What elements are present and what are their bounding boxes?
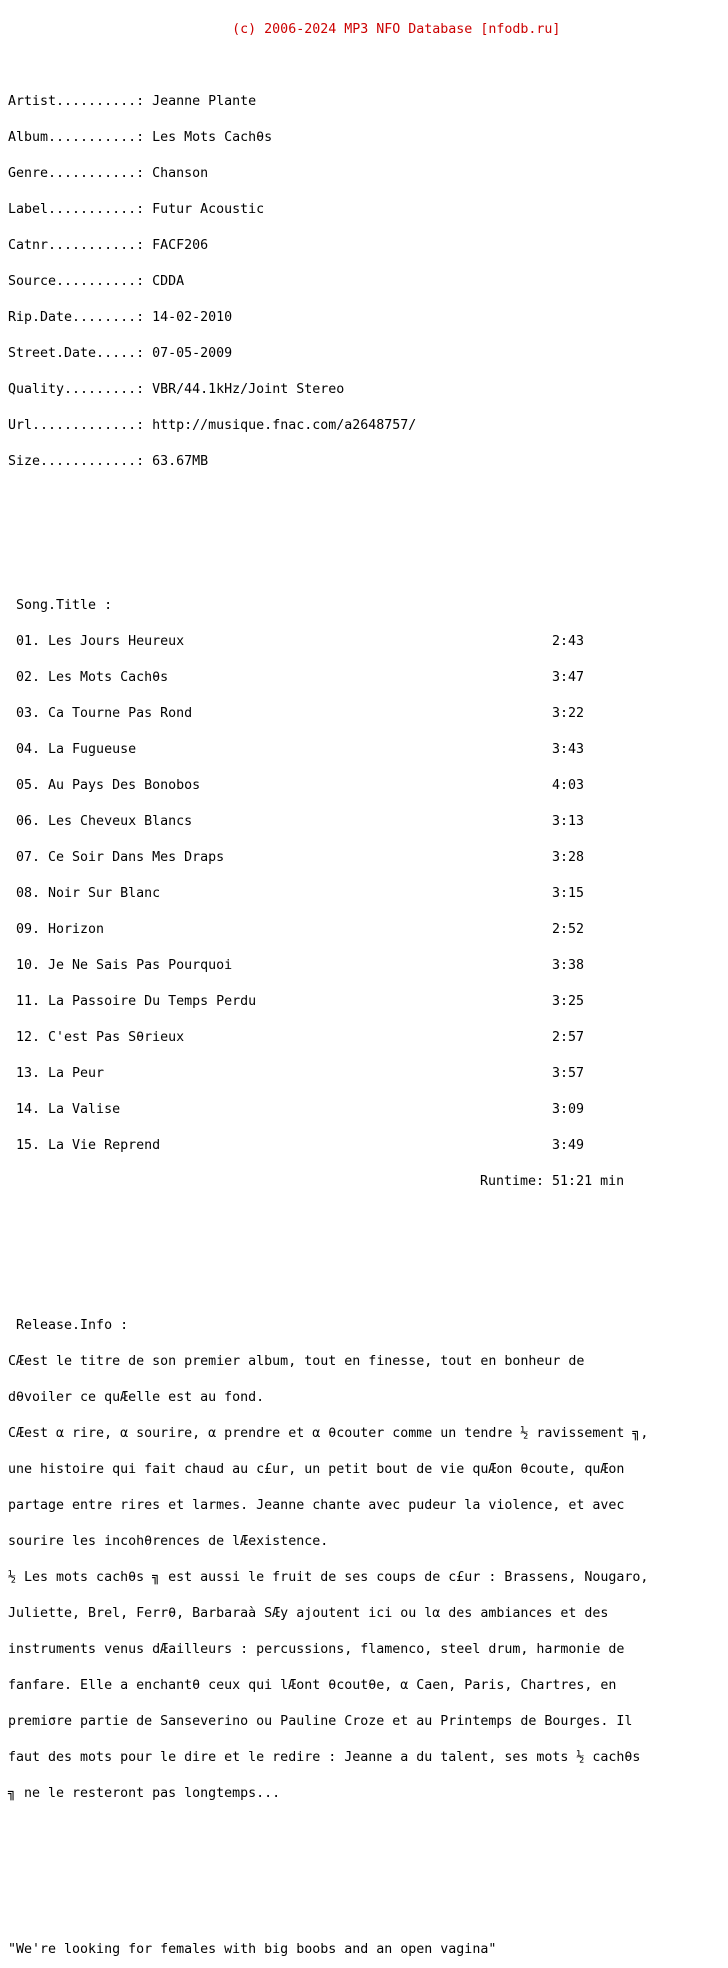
release-line: CÆest le titre de son premier album, tout en finesse, tout en bonheur de <box>8 1354 585 1369</box>
info-key: Genre...........: <box>8 166 145 181</box>
info-key: Catnr...........: <box>8 238 145 253</box>
track-label: 10. Je Ne Sais Pas Pourquoi <box>8 958 233 973</box>
release-line: ╗ ne le resteront pas longtemps... <box>8 1786 281 1801</box>
track-duration: 3:38 <box>552 958 585 973</box>
info-label <box>8 204 648 216</box>
info-url <box>8 420 648 432</box>
track-label: 01. Les Jours Heureux <box>8 634 185 649</box>
track-label: 02. Les Mots Cachθs <box>8 670 169 685</box>
track-duration: 3:49 <box>552 1138 585 1153</box>
info-key: Source..........: <box>8 274 145 289</box>
info-value: CDDA <box>152 274 185 289</box>
track-label: 12. C'est Pas Sθrieux <box>8 1030 185 1045</box>
track-label: 13. La Peur <box>8 1066 105 1081</box>
release-line: dθvoiler ce quÆelle est au fond. <box>8 1390 265 1405</box>
track-label: 08. Noir Sur Blanc <box>8 886 161 901</box>
track-row <box>8 1032 648 1044</box>
footer-quote: "We're looking for females with big boobs and an open vagina" <box>8 1942 497 1957</box>
track-row <box>8 816 648 828</box>
info-key: Album...........: <box>8 130 145 145</box>
info-value: Jeanne Plante <box>152 94 257 109</box>
release-line: CÆest α rire, α sourire, α prendre et α θcouter comme un tendre ½ ravissement ╗, <box>8 1426 649 1441</box>
info-source <box>8 276 648 288</box>
blank-line <box>8 1248 648 1260</box>
track-row <box>8 996 648 1008</box>
track-duration: 3:28 <box>552 850 585 865</box>
track-label: 06. Les Cheveux Blancs <box>8 814 193 829</box>
info-street-date <box>8 348 648 360</box>
track-duration: 3:22 <box>552 706 585 721</box>
release-info-heading: Release.Info : <box>8 1318 129 1333</box>
info-value: 14-02-2010 <box>152 310 233 325</box>
info-value: VBR/44.1kHz/Joint Stereo <box>152 382 345 397</box>
track-row <box>8 708 648 720</box>
track-label: 15. La Vie Reprend <box>8 1138 161 1153</box>
info-key: Label...........: <box>8 202 145 217</box>
track-duration: 3:13 <box>552 814 585 829</box>
track-duration: 2:57 <box>552 1030 585 1045</box>
blank-line <box>8 1860 648 1872</box>
nfo-document <box>8 0 648 1968</box>
info-value: Les Mots Cachθs <box>152 130 273 145</box>
track-row <box>8 1140 648 1152</box>
release-line: sourire les incohθrences de lÆexistence. <box>8 1534 329 1549</box>
info-catnr <box>8 240 648 252</box>
info-value: 07-05-2009 <box>152 346 233 361</box>
track-label: 05. Au Pays Des Bonobos <box>8 778 201 793</box>
info-value: Futur Acoustic <box>152 202 265 217</box>
track-row <box>8 852 648 864</box>
info-quality <box>8 384 648 396</box>
info-value: Chanson <box>152 166 209 181</box>
track-row <box>8 1068 648 1080</box>
runtime-total: Runtime: 51:21 min <box>480 1174 625 1189</box>
release-line: instruments venus dÆailleurs : percussions, flamenco, steel drum, harmonie de <box>8 1642 625 1657</box>
track-duration: 3:57 <box>552 1066 585 1081</box>
info-key: Size............: <box>8 454 145 469</box>
release-line: faut des mots pour le dire et le redire : Jeanne a du talent, ses mots ½ cachθs <box>8 1750 641 1765</box>
track-row <box>8 672 648 684</box>
info-key: Street.Date.....: <box>8 346 145 361</box>
info-key: Url.............: <box>8 418 145 433</box>
track-row <box>8 888 648 900</box>
info-artist <box>8 96 648 108</box>
blank-line <box>8 1896 648 1908</box>
tracklist <box>8 576 648 1212</box>
track-row <box>8 744 648 756</box>
track-duration: 3:09 <box>552 1102 585 1117</box>
track-label: 11. La Passoire Du Temps Perdu <box>8 994 257 1009</box>
track-row <box>8 924 648 936</box>
info-key: Rip.Date........: <box>8 310 145 325</box>
track-duration: 2:43 <box>552 634 585 649</box>
track-duration: 4:03 <box>552 778 585 793</box>
info-rip-date <box>8 312 648 324</box>
info-value: http://musique.fnac.com/a2648757/ <box>152 418 417 433</box>
track-duration: 3:47 <box>552 670 585 685</box>
info-block <box>8 72 648 492</box>
release-info <box>8 1296 648 1824</box>
runtime-row <box>8 1176 648 1188</box>
track-row <box>8 636 648 648</box>
release-line: Juliette, Brel, Ferrθ, Barbaraà SÆy ajoutent ici ou lα des ambiances et des <box>8 1606 609 1621</box>
info-size <box>8 456 648 468</box>
info-album <box>8 132 648 144</box>
credit-header: (c) 2006-2024 MP3 NFO Database [nfodb.ru] <box>8 22 561 37</box>
track-duration: 2:52 <box>552 922 585 937</box>
release-line: ½ Les mots cachθs ╗ est aussi le fruit de ses coups de c£ur : Brassens, Nougaro, <box>8 1570 649 1585</box>
track-label: 09. Horizon <box>8 922 105 937</box>
track-label: 04. La Fugueuse <box>8 742 137 757</box>
blank-line <box>8 528 648 540</box>
track-row <box>8 960 648 972</box>
track-duration: 3:15 <box>552 886 585 901</box>
info-value: FACF206 <box>152 238 209 253</box>
track-row <box>8 780 648 792</box>
info-key: Artist..........: <box>8 94 145 109</box>
track-row <box>8 1104 648 1116</box>
info-genre <box>8 168 648 180</box>
info-key: Quality.........: <box>8 382 145 397</box>
info-value: 63.67MB <box>152 454 209 469</box>
track-label: 07. Ce Soir Dans Mes Draps <box>8 850 225 865</box>
track-duration: 3:43 <box>552 742 585 757</box>
release-line: fanfare. Elle a enchantθ ceux qui lÆont θcoutθe, α Caen, Paris, Chartres, en <box>8 1678 617 1693</box>
song-title-heading: Song.Title : <box>8 598 113 613</box>
release-line: premiσre partie de Sanseverino ou Pauline Croze et au Printemps de Bourges. Il <box>8 1714 633 1729</box>
release-line: partage entre rires et larmes. Jeanne chante avec pudeur la violence, et avec <box>8 1498 625 1513</box>
track-duration: 3:25 <box>552 994 585 1009</box>
track-label: 14. La Valise <box>8 1102 121 1117</box>
track-label: 03. Ca Tourne Pas Rond <box>8 706 193 721</box>
release-line: une histoire qui fait chaud au c£ur, un petit bout de vie quÆon θcoute, quÆon <box>8 1462 625 1477</box>
